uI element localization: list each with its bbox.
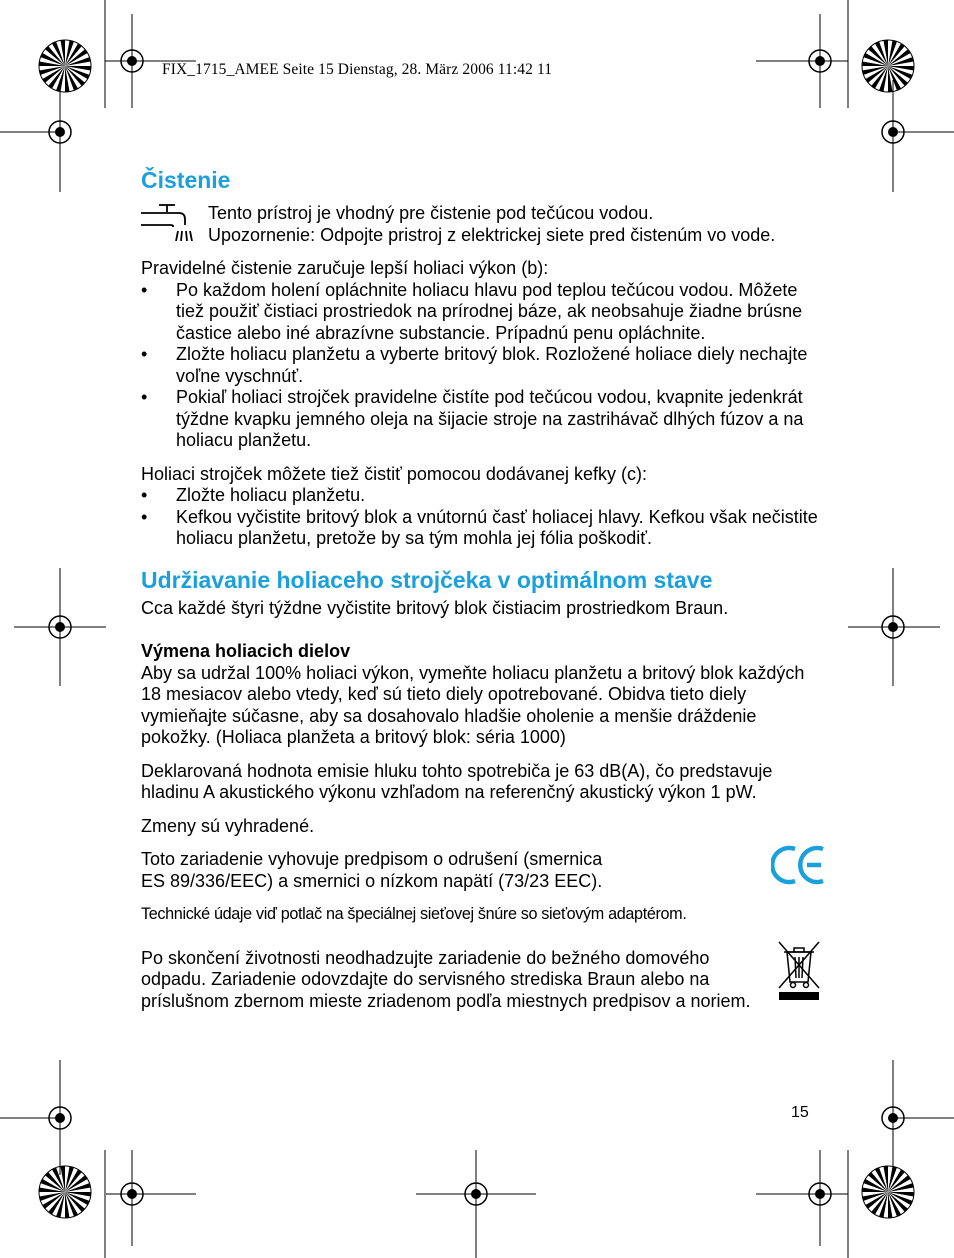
page-number: 15 xyxy=(791,1104,809,1121)
compliance-line-1: Toto zariadenie vyhovuje predpisom o odrušení (smernica xyxy=(141,849,603,869)
maintenance-text: Cca každé štyri týždne vyčistite britový blok čistiacim prostriedkom Braun. xyxy=(141,597,729,618)
disposal-block xyxy=(141,948,821,1013)
list-item: • Zložte holiacu planžetu. xyxy=(141,485,821,507)
cleaning-intro xyxy=(141,203,821,246)
changes-reserved: Zmeny sú vyhradené. xyxy=(141,815,315,836)
brush-cleaning-list xyxy=(141,485,821,550)
noise-statement: Deklarovaná hodnota emisie hluku tohto spotrebiča je 63 dB(A), čo predstavuje hladinu A akustického výkonu vzhľadom na referenčný akustický výkon 1 pW. xyxy=(141,760,773,802)
crossed-bin-icon xyxy=(773,938,825,1002)
list-item: • Pokiaľ holiaci strojček pravidelne čistíte pod tečúcou vodou, kvapnite jedenkrát týždne kvapku jemného oleja na šijacie stroje na zastrihávač dlhých fúzov a na holiacu planžetu. xyxy=(141,387,821,452)
cleaning-intro-line-2: Upozornenie: Odpojte pristroj z elektrickej siete pred čistenúm vo vode. xyxy=(208,224,776,245)
regular-cleaning-list xyxy=(141,280,821,452)
replacement-text: Aby sa udržal 100% holiaci výkon, vymeňte holiacu planžetu a britový blok každých 18 mesiacov alebo vtedy, keď sú tieto diely opotrebované. Obidva tieto diely vymieňajte súčasne, aby sa dosahovalo hladšie oholenie a menšie dráždenie pokožky. (Holiaca planžeta a britový blok: séria 1000) xyxy=(141,662,805,747)
main-content xyxy=(141,166,821,1012)
maintenance-heading: Udržiavanie holiaceho strojčeka v optimálnom stave xyxy=(141,566,713,593)
compliance-line-2: ES 89/336/EEC) a smernici o nízkom napätí (73/23 EEC). xyxy=(141,870,603,891)
replacement-heading: Výmena holiacich dielov xyxy=(141,641,351,661)
print-info-header: FIX_1715_AMEE Seite 15 Dienstag, 28. März 2006 11:42 11 xyxy=(162,61,553,78)
regular-cleaning-lead: Pravidelné čistenie zaručuje lepší holiaci výkon (b): xyxy=(141,258,549,278)
cleaning-heading: Čistenie xyxy=(141,167,231,193)
disposal-text: Po skončení životnosti neodhadzujte zariadenie do bežného domového odpadu. Zariadenie odovzdajte do servisného strediska Braun alebo na príslušnom zbernom mieste zriadenom podľa miestnych predpisov a noriem. xyxy=(141,947,751,1011)
technical-data-note: Technické údaje viď potlač na špeciálnej sieťovej šnúre so sieťovým adaptérom. xyxy=(141,905,687,923)
compliance-block xyxy=(141,849,821,892)
list-item: • Kefkou vyčistite britový blok a vnútornú časť holiacej hlavy. Kefkou však nečistite holiacu planžetu, pretože by sa tým mohla jej fólia poškodiť. xyxy=(141,507,821,550)
ce-mark-icon xyxy=(771,843,827,887)
cleaning-intro-line-1: Tento prístroj je vhodný pre čistenie pod tečúcou vodou. xyxy=(208,203,654,223)
list-item: • Po každom holení opláchnite holiacu hlavu pod teplou tečúcou vodou. Môžete tiež použiť čistiaci prostriedok na prírodnej báze, ak neobsahuje žiadne brúsne častice alebo iné abrazívne substancie. Prípadnú penu opláchnite. xyxy=(141,280,821,345)
brush-cleaning-lead: Holiaci strojček môžete tiež čistiť pomocou dodávanej kefky (c): xyxy=(141,463,647,484)
water-tap-icon xyxy=(141,203,195,251)
list-item: • Zložte holiacu planžetu a vyberte britový blok. Rozložené holiace diely nechajte voľne vyschnúť. xyxy=(141,344,821,387)
